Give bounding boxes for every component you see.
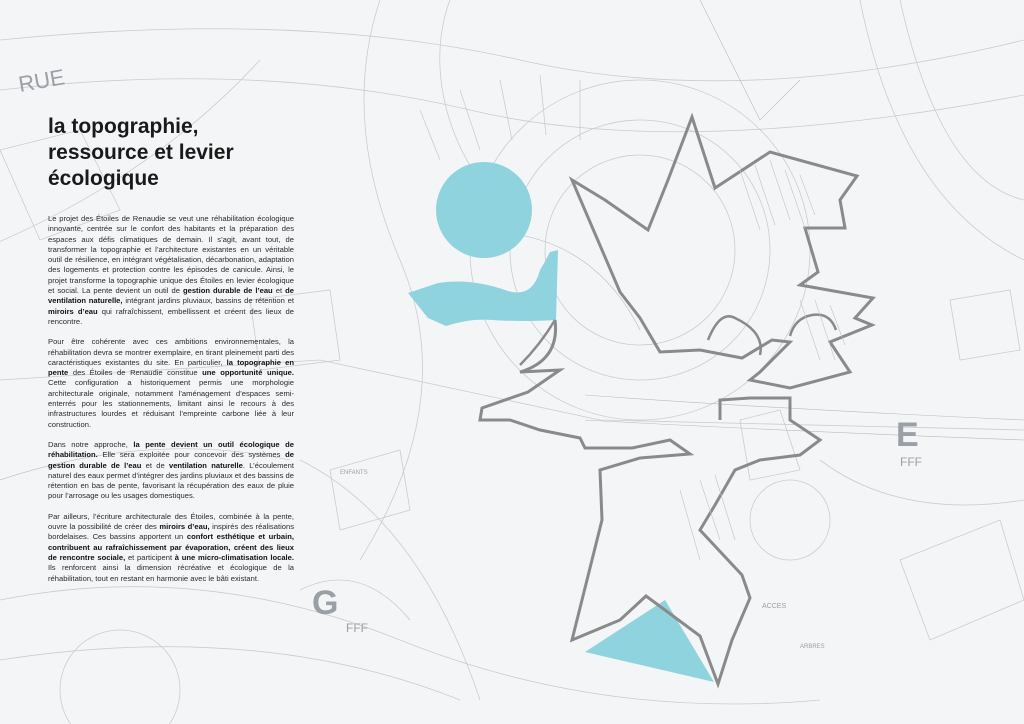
curved-water-basin — [408, 250, 558, 326]
emphasized-text: de gestion durable de l’eau — [48, 450, 294, 470]
text-run: Ils renforcent ainsi la dimension récréative et écologique de la réhabilitation, tout en restant en harmonie avec le bâti existant. — [48, 563, 294, 583]
triangular-water-basin — [585, 600, 714, 682]
text-run: Le projet des Étoiles de Renaudie se veut une réhabilitation écologique innovante, centrée sur le confort des habitants et la préparation des espaces aux défis climatiques de demain. Il s’agit, avant tout, de transformer la topographie et l’architecture existantes en un véritable outil de résilience, en intégrant végétalisation, décarbonation, adaptation des logements et protection contre les épisodes de canicule. Ainsi, le projet transforme la topographie unique des Étoiles en levier écologique et social. La pente devient un outil de — [48, 214, 294, 296]
emphasized-text: ventilation naturelle — [168, 460, 243, 470]
emphasized-text: la topographie en pente — [48, 357, 294, 378]
emphasized-text: confort esthétique et urbain, contribuent au rafraîchissement par évaporation, créent des lieux de rencontre sociale, — [48, 532, 294, 562]
plan-label-e: E — [896, 416, 919, 454]
plan-label-acces: ACCES — [762, 603, 787, 610]
text-run: intégrant jardins pluviaux, bassins de rétention et — [122, 296, 295, 306]
text-run: Dans notre approche, — [48, 439, 134, 449]
plan-label-enfants: ENFANTS — [340, 470, 368, 476]
paragraph — [48, 440, 294, 502]
emphasized-text: de ventilation naturelle, — [48, 286, 294, 306]
emphasized-text: une opportunité unique. — [202, 368, 294, 378]
text-run: et participent — [125, 552, 175, 562]
emphasized-text: à une micro-climatisation locale. — [174, 552, 294, 562]
plan-label-g: G — [312, 584, 339, 622]
text-run: des Étoiles de Renaudie constitue — [68, 368, 203, 378]
text-run: inspirés des réalisations bordelaises. Ces bassins apportent un — [48, 522, 294, 542]
page-title — [48, 114, 308, 192]
text-run: qui rafraîchissent, embellissent et créent des lieux de rencontre. — [48, 306, 295, 326]
plan-label-arbres: ARBRES — [800, 644, 825, 650]
page-title-line-2: ressource et levier — [48, 141, 234, 164]
paragraph — [48, 512, 294, 584]
hatching — [680, 160, 845, 560]
circular-water-mirror — [436, 162, 532, 258]
emphasized-text: miroirs d’eau — [48, 306, 98, 316]
emphasized-text: miroirs d’eau, — [159, 522, 210, 532]
text-run: . L’écoulement naturel des eaux permet d’intégrer des jardins pluviaux et des bassins de rétention en bas de pente, favorisant la récupération des eaux de pluie pour l’arrosage ou les usages domestiques. — [48, 460, 294, 501]
page-title-line-3: écologique — [48, 167, 159, 190]
paragraph — [48, 214, 294, 327]
text-run: Pour être cohérente avec ces ambitions environnementales, la réhabilitation devra se montrer exemplaire, en tirant pleinement parti des caractéristiques existantes du site. En particulier, — [48, 337, 294, 367]
emphasized-text: gestion durable de l’eau — [182, 286, 273, 296]
text-run: et — [272, 286, 286, 296]
plan-label-fff-left: FFF — [346, 621, 368, 635]
text-run: Elle sera exploitée pour concevoir des systèmes — [97, 450, 286, 460]
page-title-line-1: la topographie, — [48, 115, 199, 138]
paragraph — [48, 337, 294, 430]
emphasized-text: la pente devient un outil écologique de réhabilitation. — [48, 439, 295, 460]
body-text — [48, 214, 294, 594]
text-run: et de — [141, 460, 169, 470]
text-run: Cette configuration a historiquement permis une morphologie architecturale originale, notamment l’aménagement d’espaces semi-enterrés pour les stationnements, limitant ainsi le recours à des infrastructures lourdes et réduisant l’empreinte carbone liée à leur construction. — [48, 378, 294, 429]
plan-label-rue: RUE — [16, 64, 67, 97]
text-run: Par ailleurs, l’écriture architecturale des Étoiles, combinée à la pente, ouvre la possibilité de créer des — [48, 511, 294, 532]
plan-label-fff-right: FFF — [900, 455, 922, 469]
